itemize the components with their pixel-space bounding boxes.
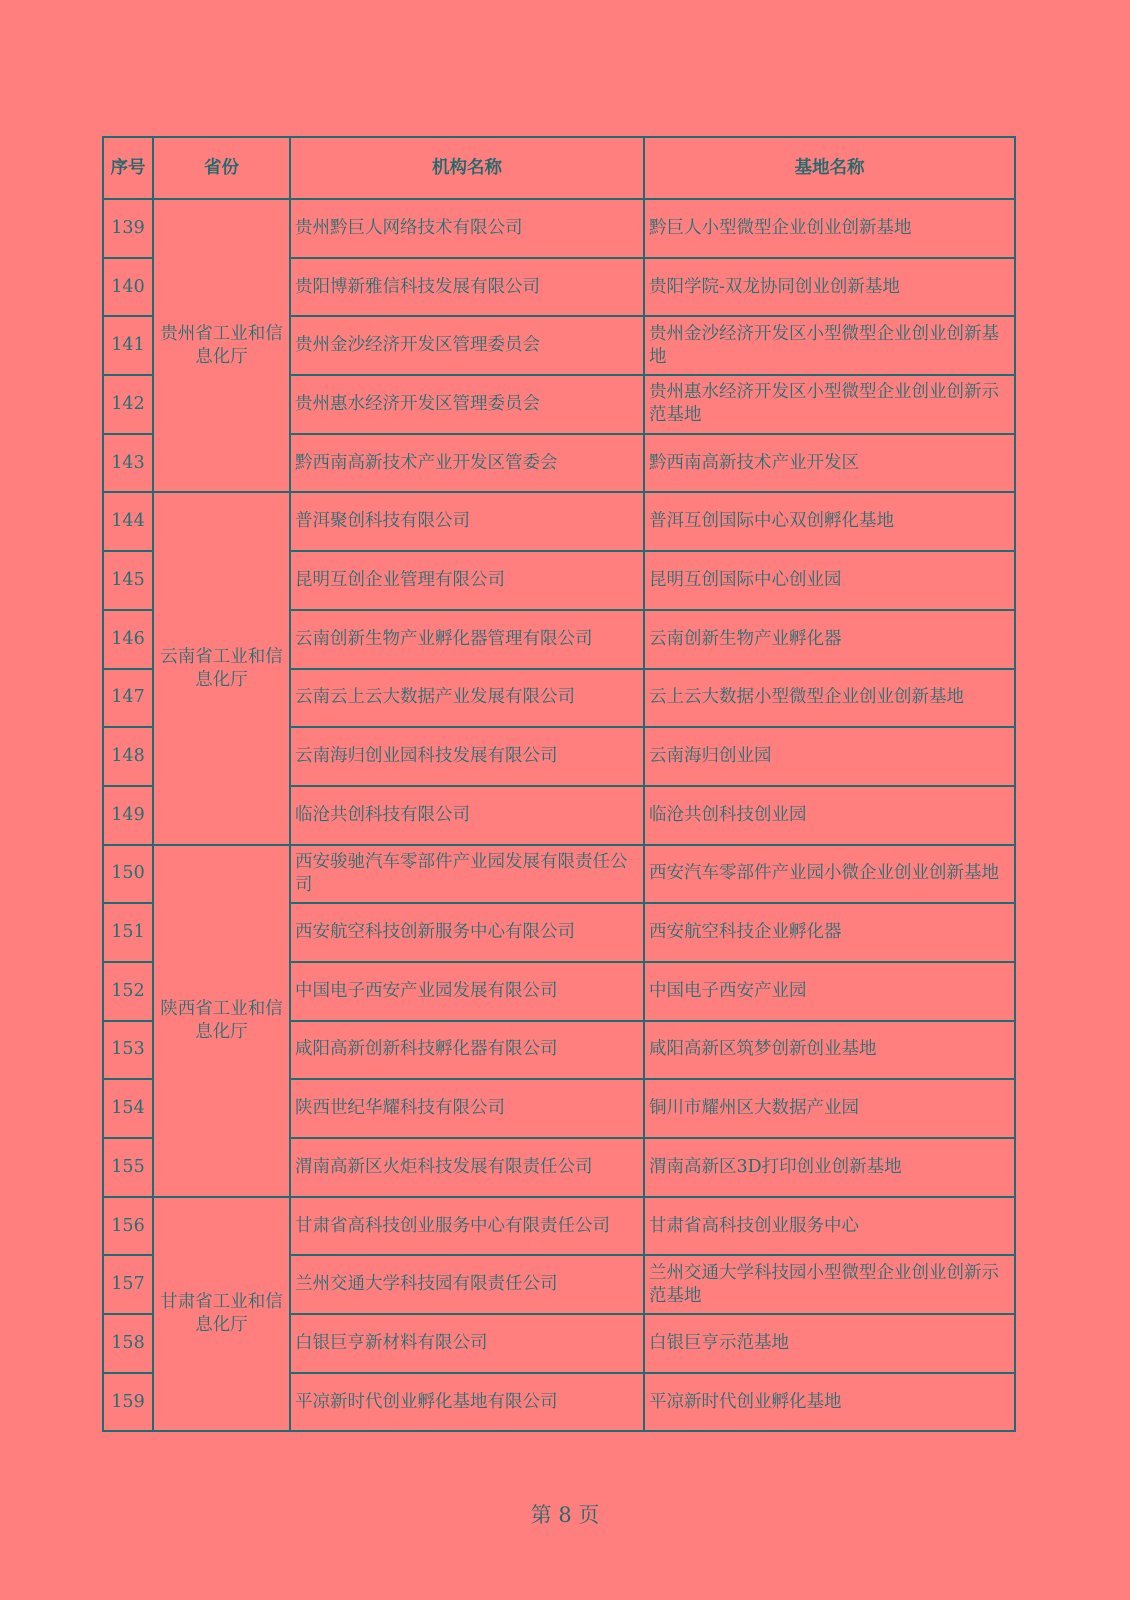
base-name: 云南海归创业园 bbox=[644, 727, 1015, 786]
base-name: 云上云大数据小型微型企业创业创新基地 bbox=[644, 669, 1015, 728]
province-cell: 贵州省工业和信息化厅 bbox=[153, 199, 290, 492]
organization-name: 咸阳高新创新科技孵化器有限公司 bbox=[290, 1021, 644, 1080]
row-index: 140 bbox=[103, 258, 153, 317]
row-index: 158 bbox=[103, 1314, 153, 1373]
row-index: 144 bbox=[103, 492, 153, 551]
organization-name: 渭南高新区火炬科技发展有限责任公司 bbox=[290, 1138, 644, 1197]
province-cell: 云南省工业和信息化厅 bbox=[153, 492, 290, 844]
base-name: 兰州交通大学科技园小型微型企业创业创新示范基地 bbox=[644, 1255, 1015, 1314]
organization-name: 陕西世纪华耀科技有限公司 bbox=[290, 1079, 644, 1138]
row-index: 154 bbox=[103, 1079, 153, 1138]
base-name: 贵州惠水经济开发区小型微型企业创业创新示范基地 bbox=[644, 375, 1015, 434]
base-name: 咸阳高新区筑梦创新创业基地 bbox=[644, 1021, 1015, 1080]
row-index: 157 bbox=[103, 1255, 153, 1314]
base-name: 平凉新时代创业孵化基地 bbox=[644, 1373, 1015, 1432]
header-index: 序号 bbox=[103, 137, 153, 199]
province-cell: 甘肃省工业和信息化厅 bbox=[153, 1197, 290, 1432]
row-index: 153 bbox=[103, 1021, 153, 1080]
base-name: 西安汽车零部件产业园小微企业创业创新基地 bbox=[644, 845, 1015, 904]
base-name: 西安航空科技企业孵化器 bbox=[644, 903, 1015, 962]
table-row bbox=[103, 1197, 1015, 1256]
organization-name: 昆明互创企业管理有限公司 bbox=[290, 551, 644, 610]
organization-name: 贵州惠水经济开发区管理委员会 bbox=[290, 375, 644, 434]
base-name: 中国电子西安产业园 bbox=[644, 962, 1015, 1021]
organization-name: 普洱聚创科技有限公司 bbox=[290, 492, 644, 551]
base-name: 黔巨人小型微型企业创业创新基地 bbox=[644, 199, 1015, 258]
organization-name: 临沧共创科技有限公司 bbox=[290, 786, 644, 845]
table-header-row bbox=[103, 137, 1015, 199]
row-index: 156 bbox=[103, 1197, 153, 1256]
province-cell: 陕西省工业和信息化厅 bbox=[153, 845, 290, 1197]
base-name: 铜川市耀州区大数据产业园 bbox=[644, 1079, 1015, 1138]
organization-name: 西安航空科技创新服务中心有限公司 bbox=[290, 903, 644, 962]
row-index: 141 bbox=[103, 316, 153, 375]
organization-name: 西安骏驰汽车零部件产业园发展有限责任公司 bbox=[290, 845, 644, 904]
organization-name: 贵阳博新雅信科技发展有限公司 bbox=[290, 258, 644, 317]
base-name: 白银巨亨示范基地 bbox=[644, 1314, 1015, 1373]
organization-name: 云南云上云大数据产业发展有限公司 bbox=[290, 669, 644, 728]
row-index: 139 bbox=[103, 199, 153, 258]
row-index: 149 bbox=[103, 786, 153, 845]
base-name: 普洱互创国际中心双创孵化基地 bbox=[644, 492, 1015, 551]
organization-name: 贵州黔巨人网络技术有限公司 bbox=[290, 199, 644, 258]
header-base: 基地名称 bbox=[644, 137, 1015, 199]
organization-name: 甘肃省高科技创业服务中心有限责任公司 bbox=[290, 1197, 644, 1256]
base-name: 甘肃省高科技创业服务中心 bbox=[644, 1197, 1015, 1256]
row-index: 159 bbox=[103, 1373, 153, 1432]
row-index: 142 bbox=[103, 375, 153, 434]
row-index: 146 bbox=[103, 610, 153, 669]
base-name: 贵阳学院-双龙协同创业创新基地 bbox=[644, 258, 1015, 317]
base-name: 渭南高新区3D打印创业创新基地 bbox=[644, 1138, 1015, 1197]
organization-name: 贵州金沙经济开发区管理委员会 bbox=[290, 316, 644, 375]
organization-name: 平凉新时代创业孵化基地有限公司 bbox=[290, 1373, 644, 1432]
organization-name: 云南创新生物产业孵化器管理有限公司 bbox=[290, 610, 644, 669]
row-index: 151 bbox=[103, 903, 153, 962]
row-index: 143 bbox=[103, 434, 153, 493]
base-name: 昆明互创国际中心创业园 bbox=[644, 551, 1015, 610]
organization-name: 中国电子西安产业园发展有限公司 bbox=[290, 962, 644, 1021]
header-organization: 机构名称 bbox=[290, 137, 644, 199]
table-row bbox=[103, 199, 1015, 258]
row-index: 147 bbox=[103, 669, 153, 728]
row-index: 150 bbox=[103, 845, 153, 904]
base-name: 临沧共创科技创业园 bbox=[644, 786, 1015, 845]
row-index: 155 bbox=[103, 1138, 153, 1197]
header-province: 省份 bbox=[153, 137, 290, 199]
base-list-table bbox=[102, 136, 1016, 1432]
row-index: 148 bbox=[103, 727, 153, 786]
row-index: 152 bbox=[103, 962, 153, 1021]
organization-name: 白银巨亨新材料有限公司 bbox=[290, 1314, 644, 1373]
table-body bbox=[103, 199, 1015, 1431]
base-name: 黔西南高新技术产业开发区 bbox=[644, 434, 1015, 493]
row-index: 145 bbox=[103, 551, 153, 610]
table-row bbox=[103, 845, 1015, 904]
base-name: 贵州金沙经济开发区小型微型企业创业创新基地 bbox=[644, 316, 1015, 375]
base-name: 云南创新生物产业孵化器 bbox=[644, 610, 1015, 669]
organization-name: 黔西南高新技术产业开发区管委会 bbox=[290, 434, 644, 493]
table-row bbox=[103, 492, 1015, 551]
page-number: 第 8 页 bbox=[530, 1503, 600, 1527]
organization-name: 云南海归创业园科技发展有限公司 bbox=[290, 727, 644, 786]
organization-name: 兰州交通大学科技园有限责任公司 bbox=[290, 1255, 644, 1314]
